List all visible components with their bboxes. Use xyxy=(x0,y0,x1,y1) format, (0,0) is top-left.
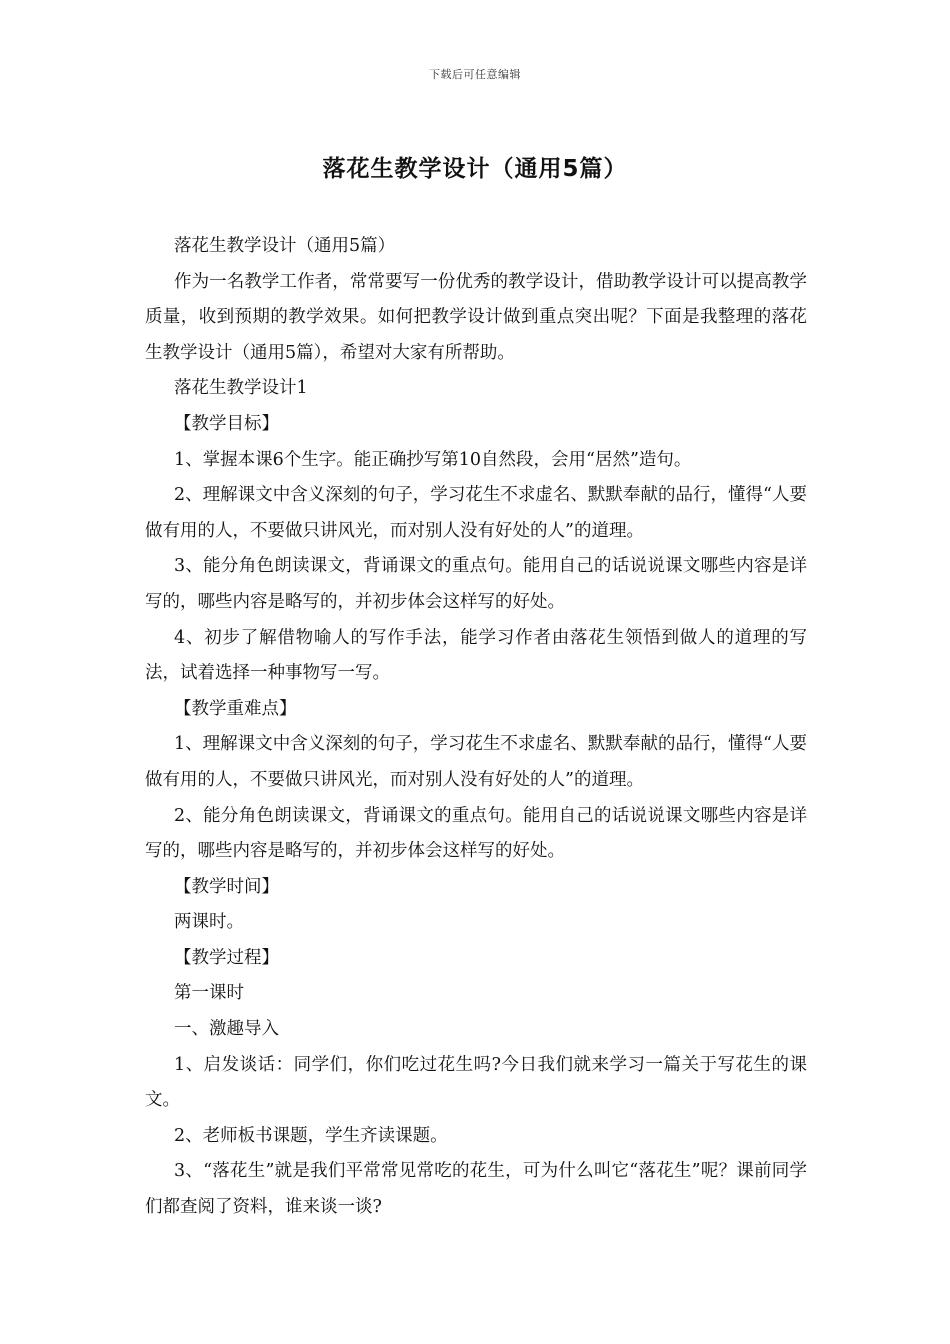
goal-item-1: 1、掌握本课6个生字。能正确抄写第10自然段，会用“居然”造句。 xyxy=(174,449,692,470)
step-item-3: 3、“落花生”就是我们平常常见常吃的花生，可为什么叫它“落花生”呢？课前同学们都查阅了资料，谁来谈一谈? xyxy=(145,1161,807,1218)
heading-teaching-time: 【教学时间】 xyxy=(174,876,279,897)
goal-item-2: 2、理解课文中含义深刻的句子，学习花生不求虚名、默默奉献的品行，懂得“人要做有用的人，不要做只讲风光，而对别人没有好处的人”的道理。 xyxy=(145,485,807,541)
paragraph-intro: 作为一名教学工作者，常常要写一份优秀的教学设计，借助教学设计可以提高教学质量，收到预期的教学效果。如何把教学设计做到重点突出呢？下面是我整理的落花生教学设计（通用5篇），希望对大家有所帮助。 xyxy=(145,271,807,363)
step-item-1: 1、启发谈话：同学们，你们吃过花生吗?今日我们就来学习一篇关于写花生的课文。 xyxy=(145,1054,807,1111)
heading-teaching-process: 【教学过程】 xyxy=(174,947,279,968)
document-body xyxy=(145,229,807,1226)
difficulty-item-1: 1、理解课文中含义深刻的句子，学习花生不求虚名、默默奉献的品行，懂得“人要做有用的人，不要做只讲风光，而对别人没有好处的人”的道理。 xyxy=(145,734,807,790)
difficulty-item-2: 2、能分角色朗读课文，背诵课文的重点句。能用自己的话说说课文哪些内容是详写的，哪些内容是略写的，并初步体会这样写的好处。 xyxy=(145,805,807,862)
heading-key-difficulties: 【教学重难点】 xyxy=(174,698,297,719)
step-item-2: 2、老师板书课题，学生齐读课题。 xyxy=(174,1125,448,1146)
teaching-time-value: 两课时。 xyxy=(174,912,244,933)
section-heading-design-1: 落花生教学设计1 xyxy=(174,378,308,399)
lesson-one-heading: 第一课时 xyxy=(174,983,244,1004)
goal-item-4: 4、初步了解借物喻人的写作手法，能学习作者由落花生领悟到做人的道理的写法，试着选择一种事物写一写。 xyxy=(145,627,807,684)
paragraph-subtitle: 落花生教学设计（通用5篇） xyxy=(174,236,396,256)
step-heading-intro: 一、激趣导入 xyxy=(174,1019,279,1040)
document-title: 落花生教学设计（通用5篇） xyxy=(322,156,628,182)
heading-teaching-goals: 【教学目标】 xyxy=(174,413,279,434)
header-note: 下载后可任意编辑 xyxy=(429,68,521,81)
goal-item-3: 3、能分角色朗读课文，背诵课文的重点句。能用自己的话说说课文哪些内容是详写的，哪些内容是略写的，并初步体会这样写的好处。 xyxy=(145,556,807,612)
